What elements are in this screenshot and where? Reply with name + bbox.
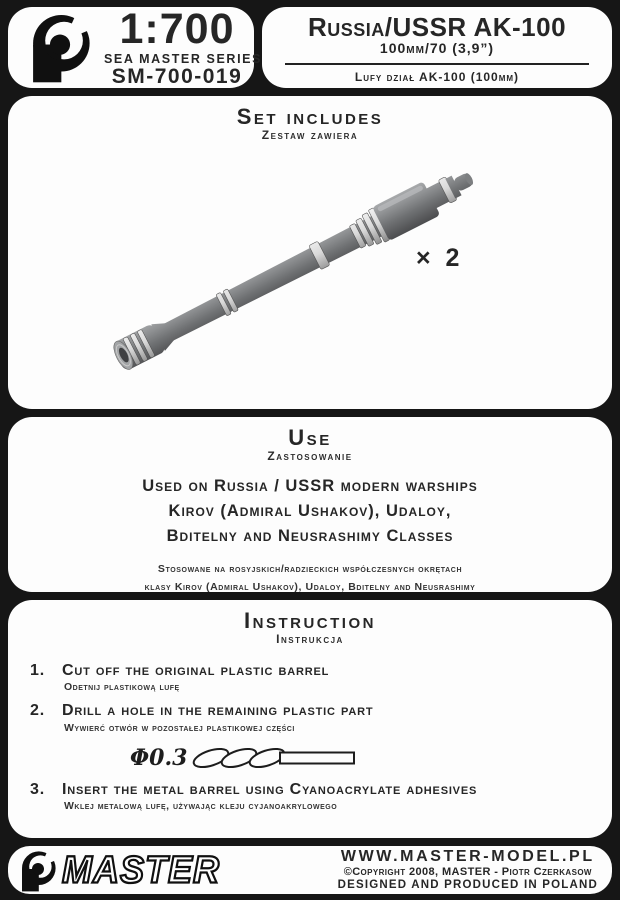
- step-text-en: Insert the metal barrel using Cyanoacrylate adhesives: [62, 780, 478, 798]
- master-spiral-logo-icon: [16, 849, 60, 893]
- set-includes-subtitle-pl: Zestaw zawiera: [261, 128, 359, 143]
- scale-label: 1:700: [119, 5, 235, 53]
- product-spec: 100mm/70 (3,9”): [379, 40, 495, 56]
- website-url: WWW.MASTER-MODEL.PL: [340, 848, 595, 866]
- divider: [285, 63, 589, 65]
- instruction-subtitle-pl: Instrukcja: [276, 632, 344, 647]
- instruction-step-2: [30, 702, 612, 733]
- step-text-en: Cut off the original plastic barrel: [62, 662, 330, 680]
- instruction-step-3: [30, 781, 612, 812]
- use-line: Bditelny and Neusrashimy Classes: [166, 526, 454, 545]
- instruction-title: Instruction: [244, 608, 376, 633]
- drill-diameter-label: Φ0.3: [130, 744, 188, 771]
- quantity-label: × 2: [416, 244, 464, 272]
- use-text-pl: [8, 561, 612, 596]
- master-wordmark: MASTER: [62, 847, 220, 891]
- step-number: 1.: [30, 662, 45, 680]
- origin-line: DESIGNED AND PRODUCED IN POLAND: [337, 878, 598, 891]
- step-text-en: Drill a hole in the remaining plastic part: [62, 702, 374, 720]
- use-line-pl: Stosowane na rosyjskich/radzieckich współczesnych okrętach: [157, 563, 463, 576]
- step-number: 3.: [30, 780, 45, 798]
- set-includes-title: Set includes: [236, 104, 384, 129]
- instruction-steps: [30, 662, 612, 812]
- brand-box: [8, 5, 263, 89]
- footer-info: [338, 848, 612, 891]
- use-title: Use: [288, 425, 332, 450]
- product-title: Russia/USSR AK-100: [307, 12, 567, 42]
- use-subtitle-pl: Zastosowanie: [267, 449, 353, 464]
- series-label: SEA MASTER SERIES: [104, 51, 263, 66]
- step-text-pl: Wklej metalową lufę, używając kleju cyjanoakrylowego: [64, 800, 338, 813]
- instruction-section: [8, 600, 612, 838]
- product-title-box: [262, 7, 612, 88]
- master-spiral-logo-icon: [16, 11, 104, 85]
- metal-barrel-render: [8, 96, 612, 409]
- step-text-pl: Wywierć otwór w pozostałej plastikowej części: [64, 721, 295, 734]
- use-line: Kirov (Admiral Ushakov), Udaloy,: [168, 501, 452, 520]
- footer-brand-bar: [8, 846, 612, 894]
- copyright-line: ©Copyright 2008, MASTER - Piotr Czerkasow: [343, 866, 592, 879]
- drill-diagram: [130, 743, 612, 773]
- set-includes-section: [8, 96, 612, 409]
- instruction-step-1: [30, 662, 612, 693]
- product-code: SM-700-019: [111, 65, 243, 89]
- use-line: Used on Russia / USSR modern warships: [142, 477, 478, 496]
- use-line-pl: klasy Kirov (Admiral Ushakov), Udaloy, Bditelny and Neusrashimy: [144, 580, 476, 593]
- step-text-pl: Odetnij plastikową lufę: [64, 681, 180, 694]
- drill-bit-icon: [189, 743, 359, 773]
- step-number: 2.: [30, 702, 45, 720]
- use-text-en: [8, 474, 612, 548]
- use-section: [8, 417, 612, 592]
- product-spec-pl: Lufy dział AK-100 (100mm): [354, 69, 520, 84]
